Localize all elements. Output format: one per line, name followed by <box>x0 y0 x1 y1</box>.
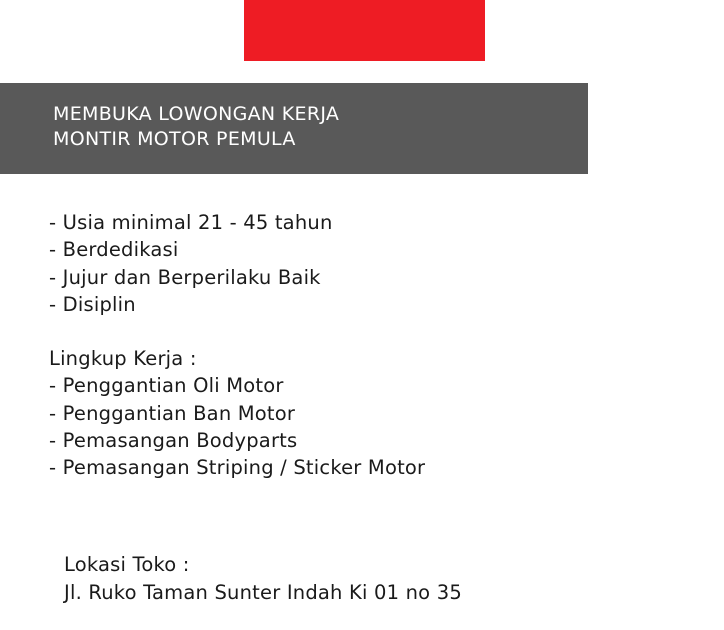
scope-item: - Pemasangan Bodyparts <box>49 429 298 453</box>
requirement-item: - Berdedikasi <box>49 238 179 262</box>
scope-section <box>49 345 689 481</box>
scope-item: - Pemasangan Striping / Sticker Motor <box>49 456 426 480</box>
requirements-list <box>49 209 689 318</box>
requirement-item: - Disiplin <box>49 292 136 316</box>
location-section <box>64 551 462 607</box>
header-title-line-1: MEMBUKA LOWONGAN KERJA <box>53 103 340 125</box>
scope-item: - Penggantian Ban Motor <box>49 401 296 425</box>
requirement-item: - Jujur dan Berperilaku Baik <box>49 265 321 289</box>
location-label: Lokasi Toko : <box>64 553 190 576</box>
requirement-item: - Usia minimal 21 - 45 tahun <box>49 211 333 234</box>
header-title-line-2: MONTIR MOTOR PEMULA <box>53 128 296 150</box>
red-accent-bar <box>244 0 485 61</box>
header-banner <box>0 83 588 174</box>
location-address: Jl. Ruko Taman Sunter Indah Ki 01 no 35 <box>64 581 462 604</box>
scope-item: - Penggantian Oli Motor <box>49 374 284 398</box>
job-details <box>49 209 689 482</box>
scope-heading: Lingkup Kerja : <box>49 347 197 371</box>
